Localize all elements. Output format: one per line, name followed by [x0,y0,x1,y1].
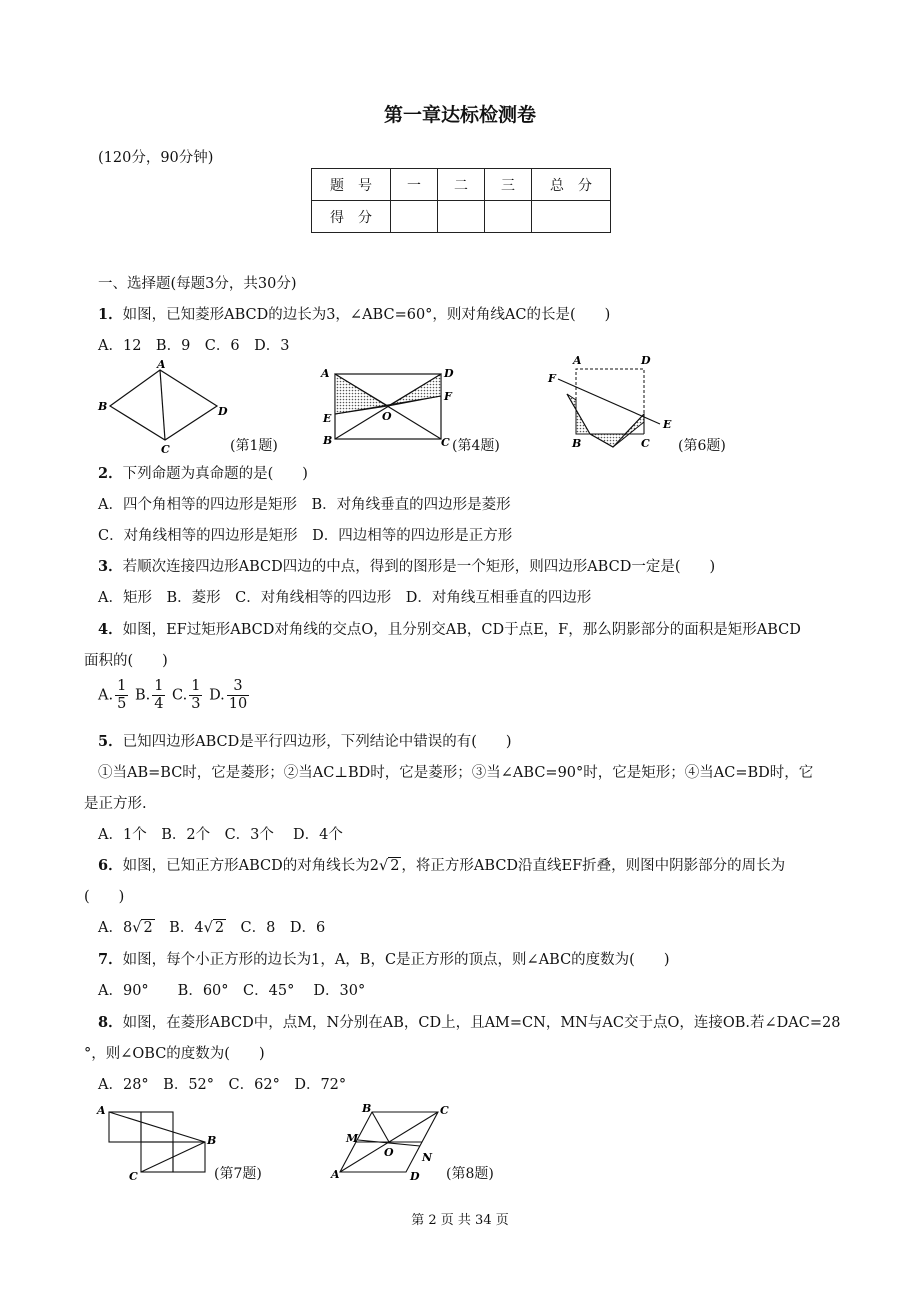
fraction [227,678,249,713]
figure-7-caption: (第7题) [214,1166,262,1182]
question-number: 6． [98,857,123,874]
score-row-label: 得 分 [312,201,391,233]
score-header-cell: 一 [391,169,438,201]
question-7-options: A．90° B．60° C．45° D．30° [98,983,366,999]
question-stem: 如图，EF过矩形ABCD对角线的交点O，且分别交AB，CD于点E，F，那么阴影部分的面积是矩形ABCD [122,622,801,638]
numerator: 1 [191,678,201,694]
question-number: 5． [98,733,123,750]
numerator: 1 [154,678,164,694]
question-number: 7． [98,951,123,968]
figure-label: C [641,437,650,450]
figure-label: B [362,1102,372,1115]
question-stem-cont: ，将正方形ABCD沿直线EF折叠，则图中阴影部分的周长为 [401,858,786,874]
question-number: 3． [98,558,123,575]
question-stem: 如图，已知正方形ABCD的对角线长为2 [122,858,379,874]
question-number: 1． [98,306,123,323]
numerator: 1 [117,678,127,694]
score-header-cell: 题 号 [312,169,391,201]
figure-label: B [98,400,108,413]
figure-8-caption: (第8题) [446,1166,494,1182]
denominator: 4 [154,696,164,712]
score-cell [485,201,532,233]
option-text: C．8 D．6 [226,920,326,936]
question-2-options-1: A．四个角相等的四边形是矩形 B．对角线垂直的四边形是菱形 [98,497,511,513]
question-6-options: A．8√ 2 B．4√ 2 C．8 D．6 [98,920,326,936]
denominator: 3 [191,696,201,712]
figure-label: O [382,410,392,423]
figure-label: C [441,436,450,449]
denominator: 5 [117,696,127,712]
figure-label: D [641,354,651,367]
figure-label: B [207,1134,217,1147]
figure-label: M [346,1132,359,1145]
option-text: B．4 [154,920,204,936]
figure-label: O [384,1146,394,1159]
denominator: 10 [228,696,248,712]
question-5-body-1: ①当AB=BC时，它是菱形；②当AC⊥BD时，它是菱形；③当∠ABC=90°时，它是矩形；④当AC=BD时，它 [98,765,814,781]
score-table-header-row [312,169,611,201]
exam-meta: (120分，90分钟) [98,150,214,166]
figure-4-rectangle [315,362,460,452]
figure-label: F [444,390,452,403]
question-stem: 已知四边形ABCD是平行四边形，下列结论中错误的有( ) [122,734,512,750]
figure-label: B [572,437,582,450]
question-7 [98,948,670,969]
figure-8-rhombus [330,1100,460,1185]
question-4-stem-cont: 面积的( ) [84,653,168,669]
sqrt-radicand: 2 [390,858,400,874]
figure-label: D [218,405,228,418]
figure-label: C [161,443,170,455]
question-8-options: A．28° B．52° C．62° D．72° [98,1077,347,1093]
fraction [152,678,165,713]
figure-7-grid [93,1100,223,1185]
question-6: 6．如图，已知正方形ABCD的对角线长为2√ 2 ，将正方形ABCD沿直线EF折叠，则图中阴影部分的周长为 [98,857,786,874]
option-label: A. [98,687,114,704]
figure-label: A [321,367,330,380]
question-number: 8． [98,1014,123,1031]
figure-6-caption: (第6题) [678,438,726,454]
figure-label: A [331,1168,340,1181]
score-table [311,168,611,233]
page-footer: 第 2 页 共 34 页 [411,1213,509,1228]
question-8-stem-cont: °，则∠OBC的度数为( ) [84,1046,265,1062]
figure-label: A [573,354,582,367]
fraction [189,678,202,713]
score-cell [438,201,485,233]
figure-label: D [410,1170,420,1183]
question-5-body-2: 是正方形. [84,796,147,812]
question-3-options: A．矩形 B．菱形 C．对角线相等的四边形 D．对角线互相垂直的四边形 [98,590,592,606]
figure-label: D [444,367,454,380]
fraction [115,678,128,713]
question-2 [98,462,308,483]
option-label: D. [209,687,225,704]
figure-6-folded-square [540,352,685,452]
question-3 [98,555,715,576]
score-header-cell: 总 分 [532,169,611,201]
figure-label: N [422,1151,433,1164]
figure-label: C [129,1170,138,1183]
score-header-cell: 三 [485,169,532,201]
option-label: B. [134,687,151,704]
question-stem: 如图，在菱形ABCD中，点M，N分别在AB，CD上，且AM=CN，MN与AC交于点O，连接OB.若∠DAC=28 [122,1015,841,1031]
figure-label: E [663,418,672,431]
section-heading: 一、选择题(每题3分，共30分) [98,276,297,292]
question-8 [98,1011,840,1032]
question-5 [98,730,512,751]
sqrt-radicand: 2 [214,920,225,936]
question-stem: 若顺次连接四边形ABCD四边的中点，得到的图形是一个矩形，则四边形ABCD一定是( ) [122,559,716,575]
question-6-stem-cont: ( ) [84,889,125,905]
question-stem: 如图，每个小正方形的边长为1，A，B，C是正方形的顶点，则∠ABC的度数为( ) [122,952,670,968]
figure-label: F [548,372,556,385]
figure-label: A [97,1104,106,1117]
option-label: C. [172,687,188,704]
question-stem: 下列命题为真命题的是( ) [122,466,308,482]
figure-4-caption: (第4题) [452,438,500,454]
option-text: A．8 [98,920,133,936]
question-number: 2． [98,465,123,482]
question-4 [98,618,801,639]
figure-label: C [440,1104,449,1117]
figure-label: B [323,434,333,447]
score-cell [532,201,611,233]
question-4-options [98,678,251,713]
score-cell [391,201,438,233]
page-title: 第一章达标检测卷 [383,104,536,126]
score-header-cell: 二 [438,169,485,201]
question-1 [98,303,610,324]
score-table-score-row [312,201,611,233]
sqrt-radicand: 2 [143,920,153,936]
figure-label: A [157,360,166,371]
numerator: 3 [227,678,249,696]
question-stem: 如图，已知菱形ABCD的边长为3，∠ABC=60°，则对角线AC的长是( ) [122,307,611,323]
figure-label: E [323,412,332,425]
question-5-options: A．1个 B．2个 C．3个 D．4个 [98,827,343,843]
figure-1-caption: (第1题) [230,438,278,454]
question-2-options-2: C．对角线相等的四边形是矩形 D．四边相等的四边形是正方形 [98,528,513,544]
question-number: 4． [98,621,123,638]
figure-1-rhombus [95,360,235,455]
question-1-options: A．12 B．9 C．6 D．3 [98,338,290,354]
